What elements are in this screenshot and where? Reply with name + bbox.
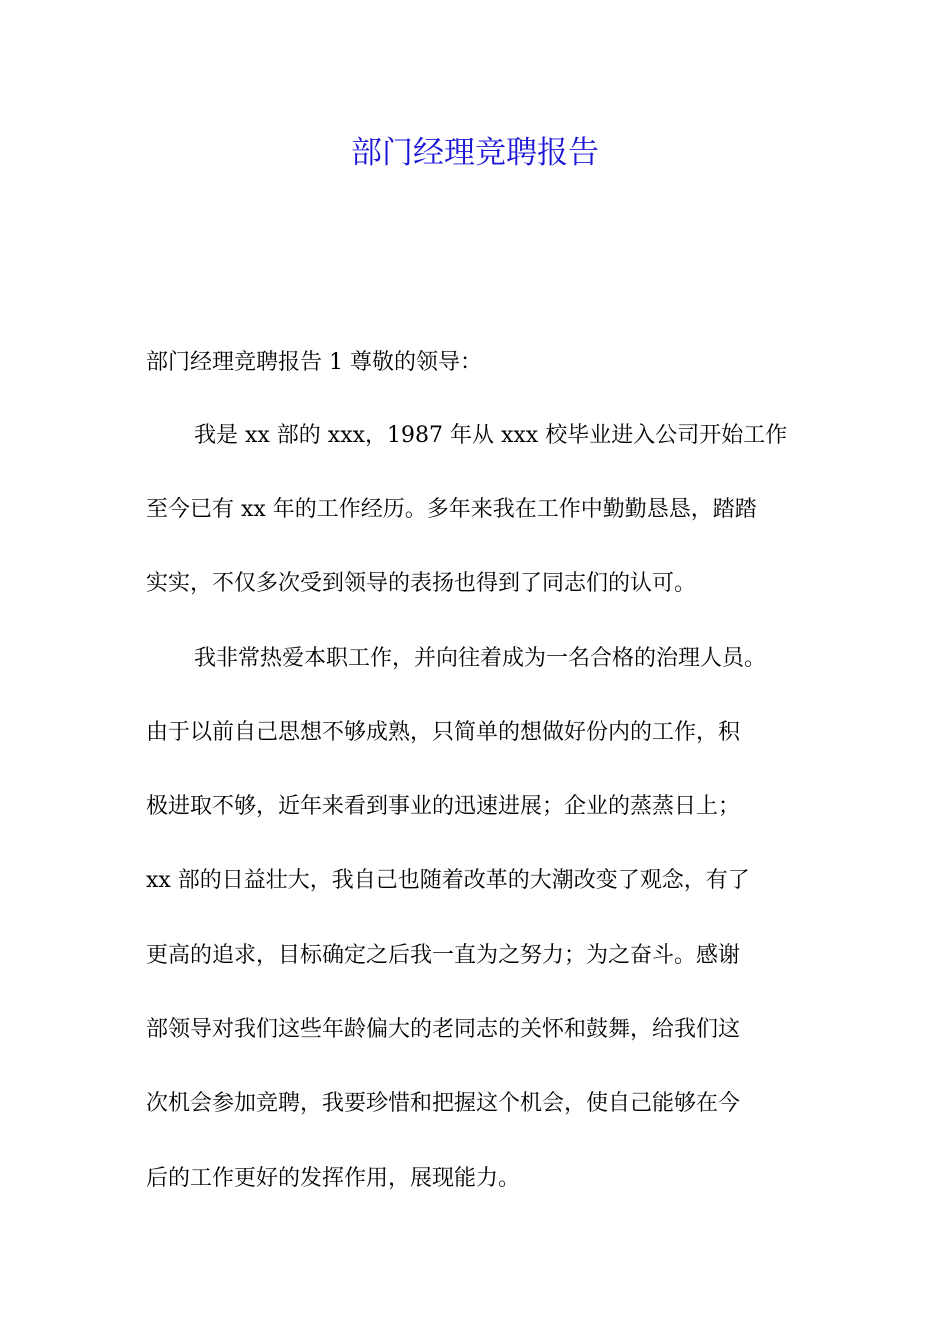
paragraph-1-line-1: 我是 xx 部的 xxx，1987 年从 xxx 校毕业进入公司开始工作 xyxy=(194,423,788,448)
paragraph-1-line-3: 实实，不仅多次受到领导的表扬也得到了同志们的认可。 xyxy=(146,571,697,596)
paragraph-2-line-4: xx 部的日益壮大，我自己也随着改革的大潮改变了观念，有了 xyxy=(146,868,750,893)
paragraph-1-line-2: 至今已有 xx 年的工作经历。多年来我在工作中勤勤恳恳，踏踏 xyxy=(146,497,757,522)
paragraph-2-line-8: 后的工作更好的发挥作用，展现能力。 xyxy=(146,1166,521,1191)
salutation-line: 部门经理竞聘报告 1 尊敬的领导： xyxy=(146,350,482,375)
paragraph-2-line-2: 由于以前自己思想不够成熟，只简单的想做好份内的工作，积 xyxy=(146,720,741,745)
paragraph-2-line-1: 我非常热爱本职工作，并向往着成为一名合格的治理人员。 xyxy=(194,646,767,671)
paragraph-2-line-6: 部领导对我们这些年龄偏大的老同志的关怀和鼓舞，给我们这 xyxy=(146,1017,741,1042)
paragraph-2-line-3: 极进取不够，近年来看到事业的迅速进展；企业的蒸蒸日上； xyxy=(146,794,741,819)
paragraph-2-line-5: 更高的追求，目标确定之后我一直为之努力；为之奋斗。感谢 xyxy=(146,943,741,968)
paragraph-2-line-7: 次机会参加竞聘，我要珍惜和把握这个机会，使自己能够在今 xyxy=(146,1091,741,1116)
document-title: 部门经理竞聘报告 xyxy=(351,135,599,171)
